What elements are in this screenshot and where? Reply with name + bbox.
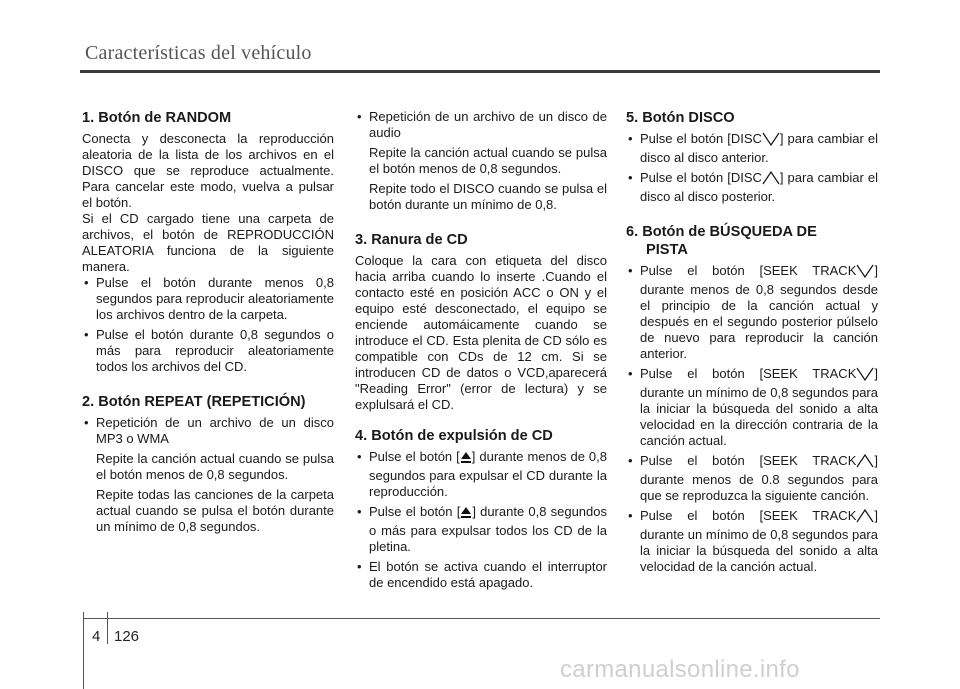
column-2 [355,109,607,595]
eject-icon [460,451,472,468]
section-1-list [82,275,334,375]
list-item [82,327,334,375]
list-item-text: Pulse el botón durante 0,8 segundos o más para reproducir aleatoriamente todos los archivos del CD. [96,327,334,374]
list-item-text: ] durante un mínimo de 0,8 segundos para la iniciar la búsqueda del sonido a alta velocidad de la canción actual. [640,508,878,574]
list-item-text: Pulse el botón [SEEK TRACK [640,453,857,468]
chevron-down-icon [856,367,874,385]
footer-rule-vertical [83,612,84,689]
column-3 [626,109,878,579]
section-6-title [626,223,878,259]
list-item-text: Pulse el botón [SEEK TRACK [640,263,857,278]
footer-rule-divider [107,612,108,644]
list-item-text: ] durante menos de 0.8 segundos para que se reproduzca la siguiente canción. [640,453,878,503]
list-item [626,263,878,362]
list-item-subtext: Repite la canción actual cuando se pulsa el botón menos de 0,8 segundos. [369,145,607,176]
section-3-paragraph: Coloque la cara con etiqueta del disco hacia arriba cuando lo inserte .Cuando el contacto esté en posición ACC o ON y el equipo esté desconectado, el equipo se enciende automáicamente cuando se introduce el CD. Esta plenita de CD sólo es compatible con CDs de 12 cm. Si se introducen CD de datos o VCD,aparecerá "Reading Error" (error de lectura) y se explulsará el CD. [355,253,607,412]
list-item-text: Pulse el botón [ [369,504,461,519]
list-item-subtext: Repite todo el DISCO cuando se pulsa el botón durante un mínimo de 0,8. [369,181,607,212]
list-item-text: Pulse el botón [DISC [640,170,762,185]
list-item-text: Pulse el botón [SEEK TRACK [640,366,857,381]
list-item-text: Pulse el botón [ [369,449,460,464]
section-4-list [355,449,607,591]
section-number: 4 [92,628,101,645]
page-number: 126 [114,628,140,645]
header-rule [80,70,880,73]
section-6-list [626,263,878,575]
list-item [82,275,334,323]
list-item [626,453,878,504]
list-item [355,109,607,213]
section-1-title: 1. Botón de RANDOM [82,110,232,126]
list-item [626,366,878,449]
section-3-title: 3. Ranura de CD [355,232,468,248]
chevron-up-icon [856,454,874,472]
list-item-text: Repetición de un archivo de un disco de audio [369,109,607,140]
repeat-list [355,109,607,213]
list-item-text: ] durante 0,8 segundos o más para expulsar todos los CD de la pletina. [369,504,607,554]
list-item-subtext: Repite la canción actual cuando se pulsa el botón menos de 0,8 segundos. [96,451,334,482]
section-1-paragraph-2: Si el CD cargado tiene una carpeta de archivos, el botón de REPRODUCCIÓN ALEATORIA funciona de la siguiente manera. [82,211,334,274]
list-item [626,170,878,205]
list-item [355,559,607,591]
section-2-list [82,415,334,535]
footer-rule [83,618,880,619]
list-item [626,131,878,166]
list-item-text: Pulse el botón [DISC [640,131,762,146]
section-5-list [626,131,878,205]
column-1 [82,109,334,539]
list-item [82,415,334,535]
list-item-text: ] para cambiar el disco al disco anterior. [640,131,878,165]
section-4-title: 4. Botón de expulsión de CD [355,428,553,444]
chevron-down-icon [856,264,874,282]
list-item [355,449,607,500]
list-item-text: ] durante menos de 0,8 segundos desde el principio de la canción actual y después en el segundo posterior púlselo de nuevo para reproducir la canción anterior. [640,263,878,361]
chevron-up-icon [856,509,874,527]
watermark: carmanualsonline.info [560,656,800,683]
list-item-text: Pulse el botón [SEEK TRACK [640,508,857,523]
list-item [355,504,607,555]
list-item-text: ] para cambiar el disco al disco posterior. [640,170,878,204]
list-item-text: El botón se activa cuando el interruptor de encendido está apagado. [369,559,607,590]
header-title: Características del vehículo [85,42,312,64]
list-item-text: ] durante menos de 0,8 segundos para expulsar el CD durante la reproducción. [369,449,607,499]
eject-icon [460,506,472,523]
section-1-paragraph-1: Conecta y desconecta la reproducción aleatoria de la lista de los archivos en el DISCO que se reproduce actualmente. Para cancelar este modo, vuelva a pulsar el botón. [82,131,334,210]
list-item [626,508,878,575]
section-6-title-line-1: 6. Botón de BÚSQUEDA DE [626,224,817,240]
section-2-title: 2. Botón REPEAT (REPETICIÓN) [82,394,306,410]
chevron-up-icon [762,171,780,189]
chevron-down-icon [762,132,780,150]
section-6-title-line-2: PISTA [646,242,688,258]
list-item-text: Repetición de un archivo de un disco MP3 o WMA [96,415,334,446]
section-5-title: 5. Botón DISCO [626,110,735,126]
list-item-text: ] durante un mínimo de 0,8 segundos para la iniciar la búsqueda del sonido a alta velocidad en la dirección contraria de la canción actual. [640,366,878,448]
list-item-subtext: Repite todas las canciones de la carpeta actual cuando se pulsa el botón durante un mínimo de 0,8 segundos. [96,487,334,534]
list-item-text: Pulse el botón durante menos 0,8 segundos para reproducir aleatoriamente los archivos dentro de la carpeta. [96,275,334,322]
